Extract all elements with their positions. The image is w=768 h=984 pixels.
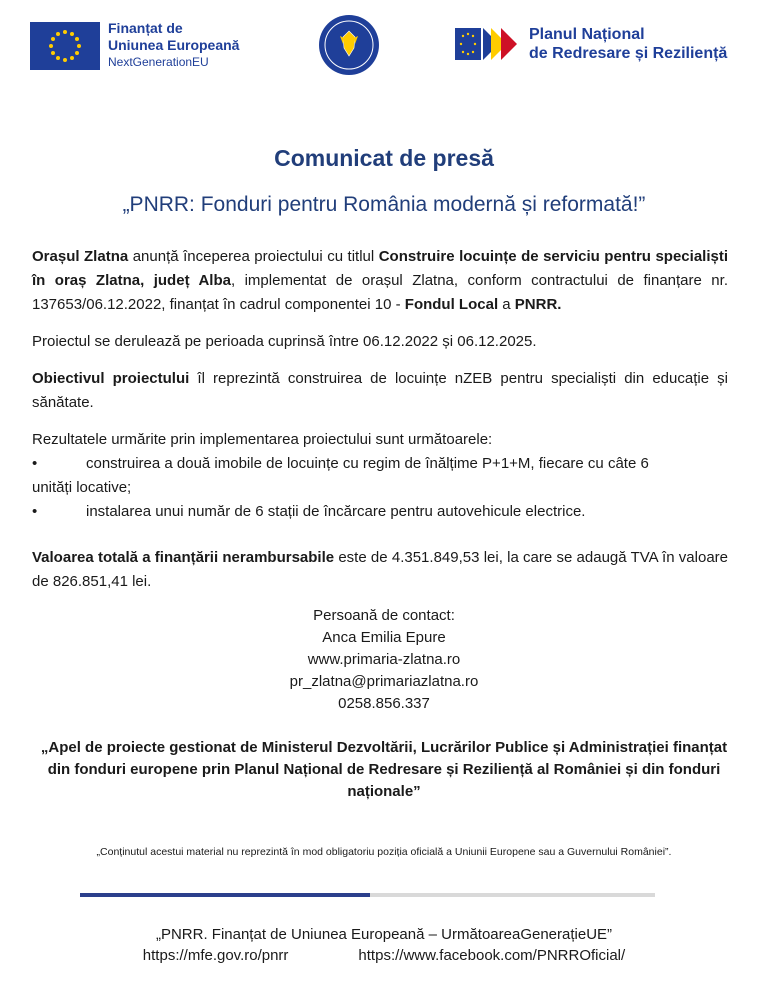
bullet-mark: • (32, 455, 38, 472)
disclaimer: „Conținutul acestui material nu reprezintă în mod obligatoriu poziția oficială a Uniunii Europene sau a Guvernului României”. (96, 846, 672, 858)
header (0, 0, 768, 100)
list-item (32, 452, 728, 476)
fund-name: Fondul Local (404, 296, 499, 313)
call-statement: „Apel de proiecte gestionat de Ministerul Dezvoltării, Lucrărilor Publice și Administrației finanțat din fonduri europene prin Planul Național de Redresare și Reziliență al României și din fonduri naționale” (40, 739, 728, 800)
paragraph-objective: Obiectivul proiectului îl reprezintă construirea de locuințe nZEB pentru specialiști din educație și sănătate. (32, 370, 729, 411)
eu-line2: Uniunea Europeană (108, 37, 240, 53)
paragraph-results (32, 428, 728, 524)
list-item (32, 500, 728, 524)
bullet-continuation: unități locative; (32, 479, 132, 496)
page-title: Comunicat de presă (274, 145, 494, 171)
pnrr-line2: de Redresare și Reziliență (529, 45, 728, 62)
bullet-mark: • (32, 503, 38, 520)
contact-label: Persoană de contact: (313, 607, 455, 624)
pnrr-logo (455, 24, 727, 64)
paragraph-intro: Orașul Zlatna anunță începerea proiectului cu titlul Construire locuințe de serviciu pentru specialiști în oraș Zlatna, județ Alba, implementat de orașul Zlatna, conform contractului de finanțare nr. 137653/06.12.2022, finanțat în cadrul componentei 10 - Fondul Local a PNRR. (32, 248, 728, 313)
contact-name: Anca Emilia Epure (322, 629, 446, 646)
eu-funding-logo (30, 20, 239, 71)
romanian-government-seal-icon (318, 14, 380, 76)
bullet-text: instalarea unui număr de 6 stații de încărcare pentru autovehicule electrice. (86, 503, 586, 520)
page-subtitle: „PNRR: Fonduri pentru România modernă și reformată!” (122, 193, 646, 216)
bullet-text: construirea a două imobile de locuințe cu regim de înălțime P+1+M, fiecare cu câte 6 (86, 455, 649, 472)
contact-phone: 0258.856.337 (338, 695, 430, 712)
footer-link-facebook[interactable]: https://www.facebook.com/PNRROficial/ (358, 947, 626, 964)
city-name: Orașul Zlatna (32, 248, 129, 265)
program-name: PNRR. (514, 296, 562, 313)
eu-flag-icon (30, 22, 100, 70)
footer-divider (80, 893, 655, 897)
contact-website-link[interactable]: www.primaria-zlatna.ro (307, 651, 461, 668)
paragraph-value: Valoarea totală a finanțării nerambursabile este de 4.351.849,53 lei, la care se adaugă TVA în valoare de 826.851,41 lei. (32, 549, 728, 590)
footer-tagline: „PNRR. Finanțat de Uniunea Europeană – UrmătoareaGenerațieUE” (155, 926, 613, 943)
eu-line3: NextGenerationEU (108, 55, 209, 69)
eu-line1: Finanțat de (108, 20, 183, 36)
paragraph-period: Proiectul se derulează pe perioada cuprinsă între 06.12.2022 și 06.12.2025. (32, 333, 537, 350)
pnrr-flag-icon (455, 24, 525, 64)
contact-email-link[interactable]: pr_zlatna@primariazlatna.ro (289, 673, 479, 690)
contact-block (0, 605, 768, 715)
project-title: Construire locuințe de serviciu pentru specialiști în oraș Zlatna, județ Alba (32, 248, 728, 289)
footer (0, 924, 768, 966)
press-release-body (32, 245, 728, 607)
pnrr-line1: Planul Național (529, 26, 645, 43)
footer-link-mfe[interactable]: https://mfe.gov.ro/pnrr (142, 947, 289, 964)
footer-divider-accent (80, 893, 370, 897)
results-intro: Rezultatele urmărite prin implementarea proiectului sunt următoarele: (32, 431, 493, 448)
